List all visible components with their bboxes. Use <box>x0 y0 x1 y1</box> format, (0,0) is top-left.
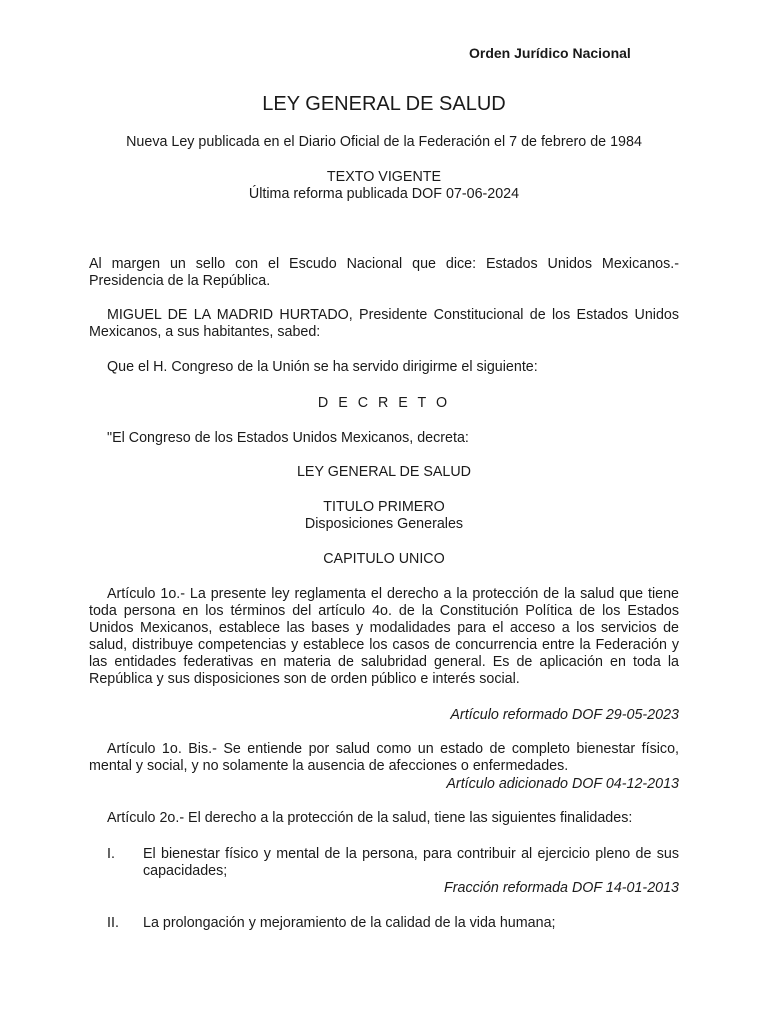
publication-line: Nueva Ley publicada en el Diario Oficial de la Federación el 7 de febrero de 1984 <box>126 134 642 150</box>
article-2: Artículo 2o.- El derecho a la protección de la salud, tiene las siguientes finalidades: <box>107 810 633 826</box>
paragraph-congreso: Que el H. Congreso de la Unión se ha servido dirigirme el siguiente: <box>107 359 538 375</box>
paragraph-presidente: MIGUEL DE LA MADRID HURTADO, Presidente Constitucional de los Estados Unidos Mexicanos, a sus habitantes, sabed: <box>89 307 679 340</box>
fraction-1-note: Fracción reformada DOF 14-01-2013 <box>444 880 679 896</box>
fraction-1-number: I. <box>107 846 115 862</box>
fraction-2-text: La prolongación y mejoramiento de la calidad de la vida humana; <box>143 915 556 931</box>
paragraph-decreta: "El Congreso de los Estados Unidos Mexicanos, decreta: <box>107 430 469 446</box>
ultima-reforma: Última reforma publicada DOF 07-06-2024 <box>248 186 520 202</box>
capitulo-heading: CAPITULO UNICO <box>323 551 445 567</box>
article-1-bis-note: Artículo adicionado DOF 04-12-2013 <box>446 776 679 792</box>
article-1: Artículo 1o.- La presente ley reglamenta el derecho a la protección de la salud que tiene toda persona en los términos del artículo 4o. de la Constitución Política de los Estados Unidos Mexicanos, establece las bases y modalidades para el acceso a los servicios de salud, distribuye competencias y establece los casos de concurrencia entre la Federación y las entidades federativas en materia de salubridad general. Es de aplicación en toda la República y sus disposiciones son de orden público e interés social. <box>89 586 679 687</box>
fraction-2-number: II. <box>107 915 119 931</box>
paragraph-sello: Al margen un sello con el Escudo Nacional que dice: Estados Unidos Mexicanos.- Presidencia de la República. <box>89 256 679 289</box>
header-org: Orden Jurídico Nacional <box>469 45 631 61</box>
texto-vigente: TEXTO VIGENTE <box>326 169 442 185</box>
titulo-heading: TITULO PRIMERO <box>323 499 445 515</box>
ley-heading: LEY GENERAL DE SALUD <box>296 464 471 480</box>
fraction-1 <box>89 846 679 880</box>
fraction-2 <box>89 915 679 932</box>
decreto-heading: D E C R E T O <box>317 395 451 411</box>
article-1-note: Artículo reformado DOF 29-05-2023 <box>450 707 679 723</box>
article-1-bis: Artículo 1o. Bis.- Se entiende por salud como un estado de completo bienestar físico, mental y social, y no solamente la ausencia de afecciones o enfermedades. <box>89 741 679 774</box>
fraction-1-text: El bienestar físico y mental de la persona, para contribuir al ejercicio pleno de sus capacidades; <box>143 846 679 879</box>
titulo-subheading: Disposiciones Generales <box>304 516 464 532</box>
page-title: LEY GENERAL DE SALUD <box>262 93 506 115</box>
